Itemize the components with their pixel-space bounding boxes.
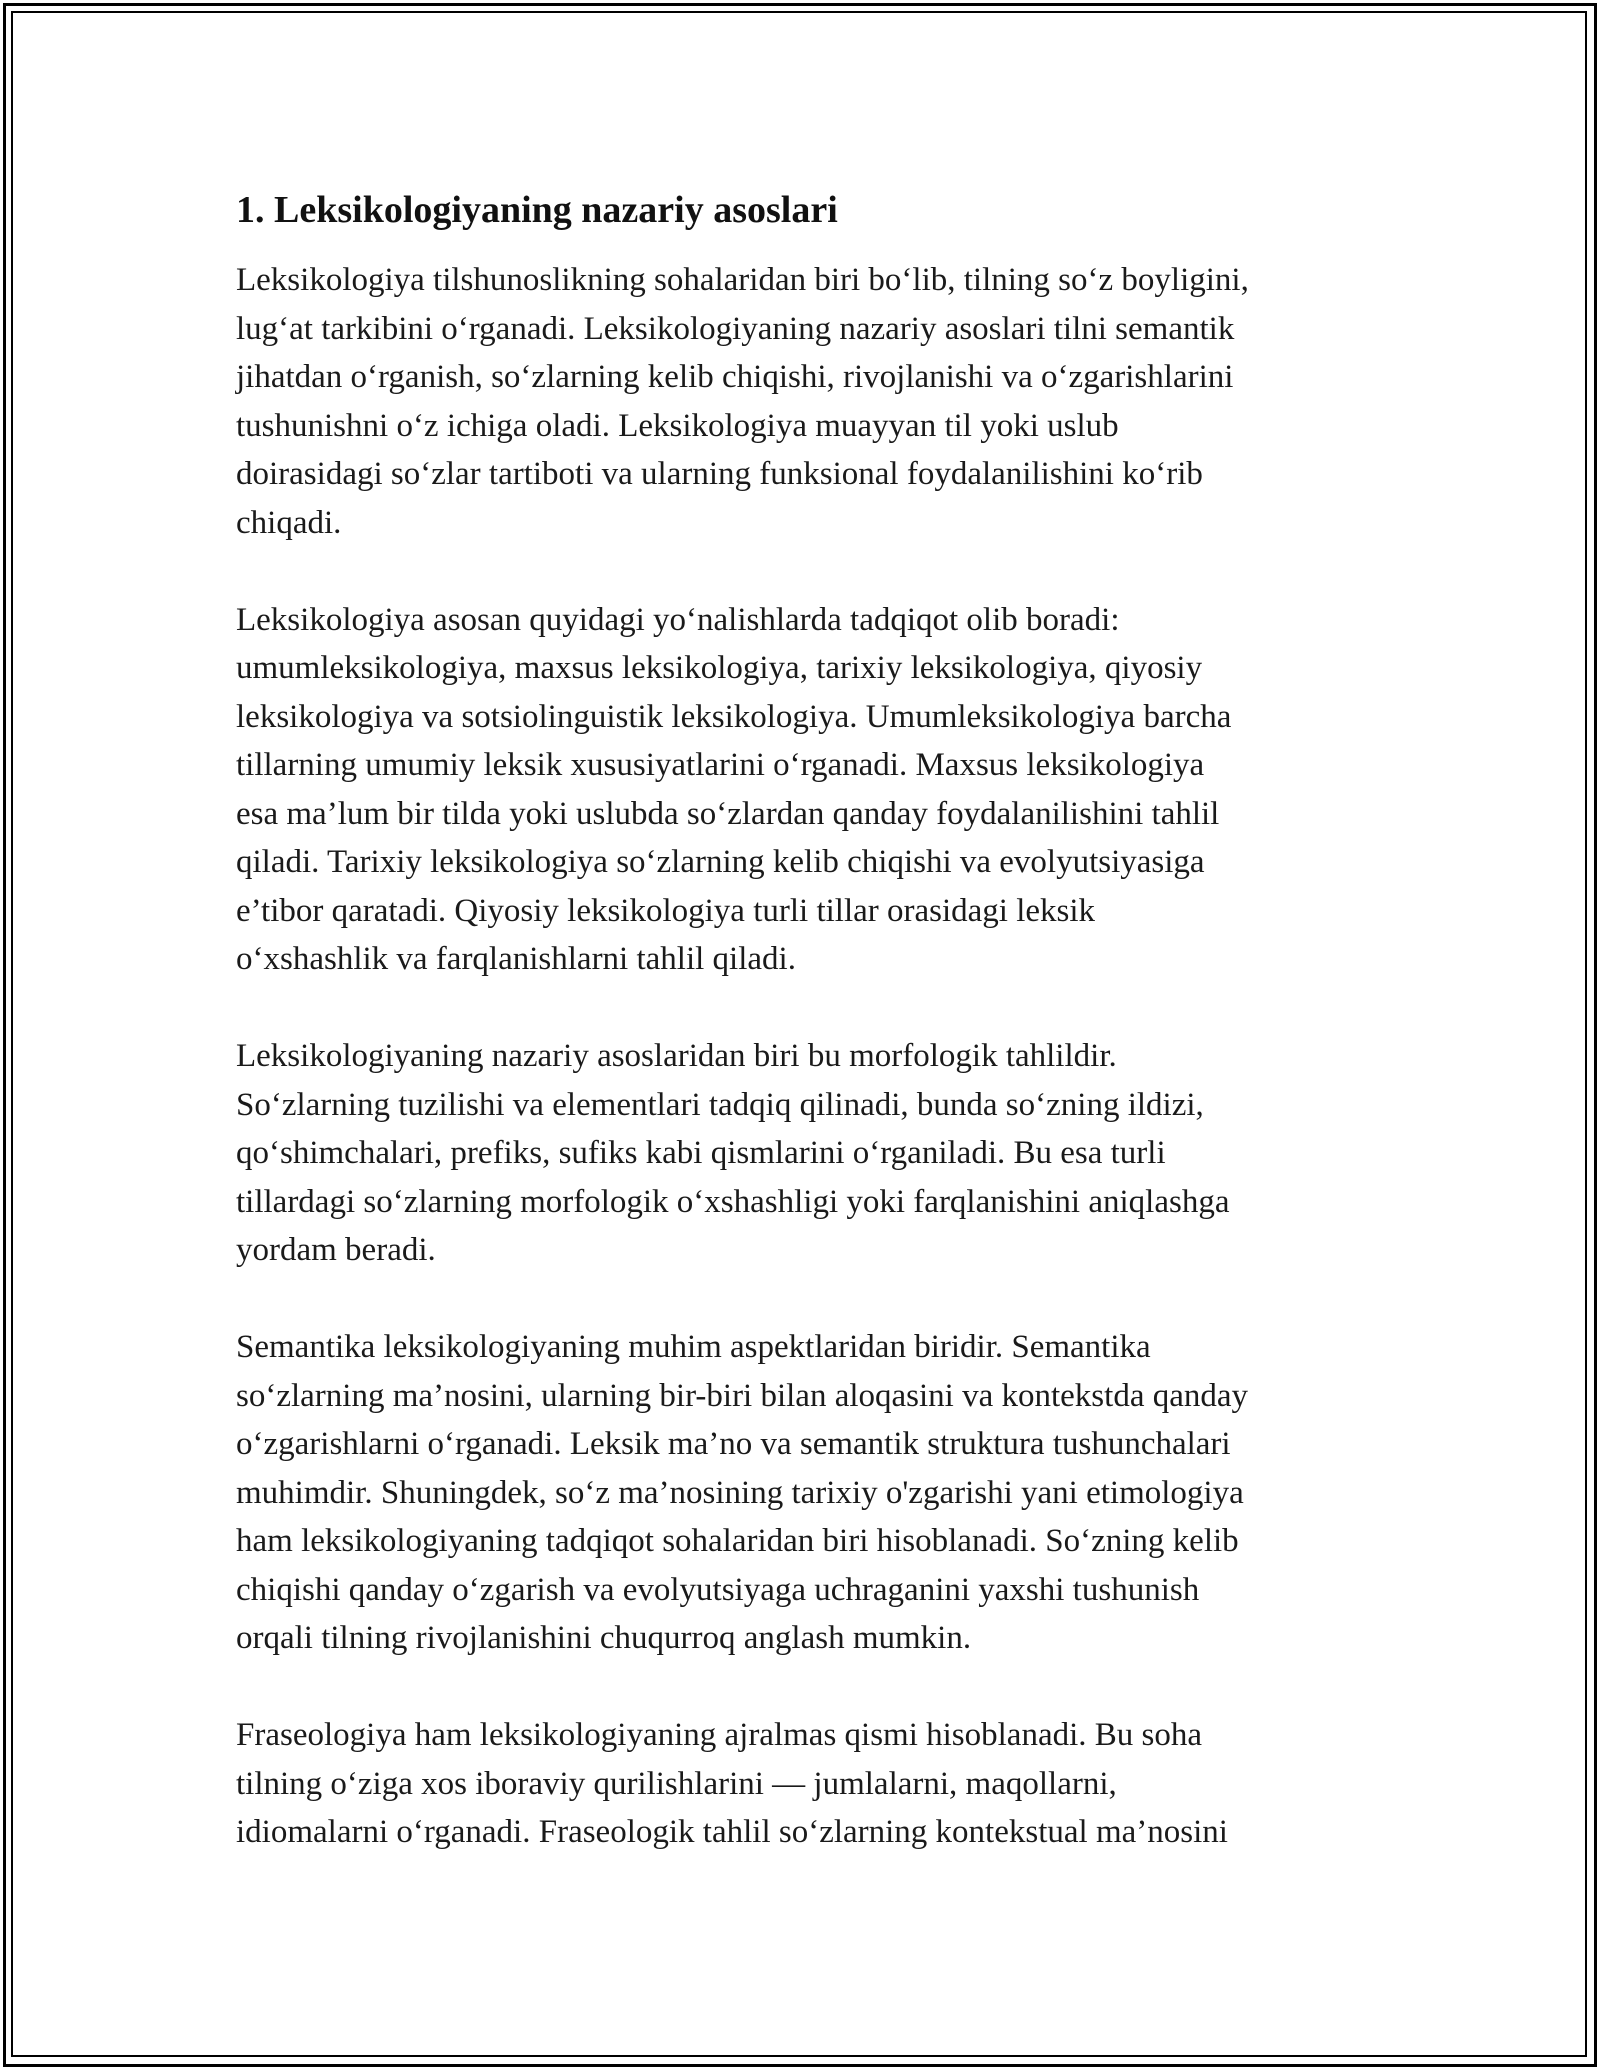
document-body [236,186,1366,1905]
section-heading: 1. Leksikologiyaning nazariy asoslari [236,189,838,231]
paragraph-morphology: Leksikologiyaning nazariy asoslaridan biri bu morfologik tahlildir. So‘zlarning tuzilishi va elementlari tadqiq qilinadi, bunda so‘zning ildizi, qo‘shimchalari, prefiks, sufiks kabi qismlarini o‘rganiladi. Bu esa turli tillardagi so‘zlarning morfologik o‘xshashligi yoki farqlanishini aniqlashga yordam beradi. [236,1038,1230,1268]
paragraph-semantics: Semantika leksikologiyaning muhim aspektlaridan biridir. Semantika so‘zlarning ma’nosini, ularning bir-biri bilan aloqasini va kontekstda qanday o‘zgarishlarni o‘rganadi. Leksik ma’no va semantik struktura tushunchalari muhimdir. Shuningdek, so‘z ma’nosining tarixiy o'zgarishi yani etimologiya ham leksikologiyaning tadqiqot sohalaridan biri hisoblanadi. So‘zning kelib chiqishi qanday o‘zgarish va evolyutsiyaga uchraganini yaxshi tushunish orqali tilning rivojlanishini chuqurroq anglash mumkin. [236,1329,1249,1656]
paragraph-directions: Leksikologiya asosan quyidagi yo‘nalishlarda tadqiqot olib boradi: umumleksikologiya, maxsus leksikologiya, tarixiy leksikologiya, qiyosiy leksikologiya va sotsiolinguistik leksikologiya. Umumleksikologiya barcha tillarning umumiy leksik xususiyatlarini o‘rganadi. Maxsus leksikologiya esa ma’lum bir tilda yoki uslubda so‘zlardan qanday foydalanilishini tahlil qiladi. Tarixiy leksikologiya so‘zlarning kelib chiqishi va evolyutsiyasiga e’tibor qaratadi. Qiyosiy leksikologiya turli tillar orasidagi leksik o‘xshashlik va farqlanishlarni tahlil qiladi. [236,601,1232,977]
paragraph-phraseology: Fraseologiya ham leksikologiyaning ajralmas qismi hisoblanadi. Bu soha tilning o‘ziga xos iboraviy qurilishlarini — jumlalarni, maqollarni, idiomalarni o‘rganadi. Fraseologik tahlil so‘zlarning kontekstual ma’nosini [236,1717,1228,1850]
paragraph-intro: Leksikologiya tilshunoslikning sohalaridan biri bo‘lib, tilning so‘z boyligini, lug‘at tarkibini o‘rganadi. Leksikologiyaning nazariy asoslari tilni semantik jihatdan o‘rganish, so‘zlarning kelib chiqishi, rivojlanishi va o‘zgarishlarini tushunishni o‘z ichiga oladi. Leksikologiya muayyan til yoki uslub doirasidagi so‘zlar tartiboti va ularning funksional foydalanilishini ko‘rib chiqadi. [236,262,1249,541]
